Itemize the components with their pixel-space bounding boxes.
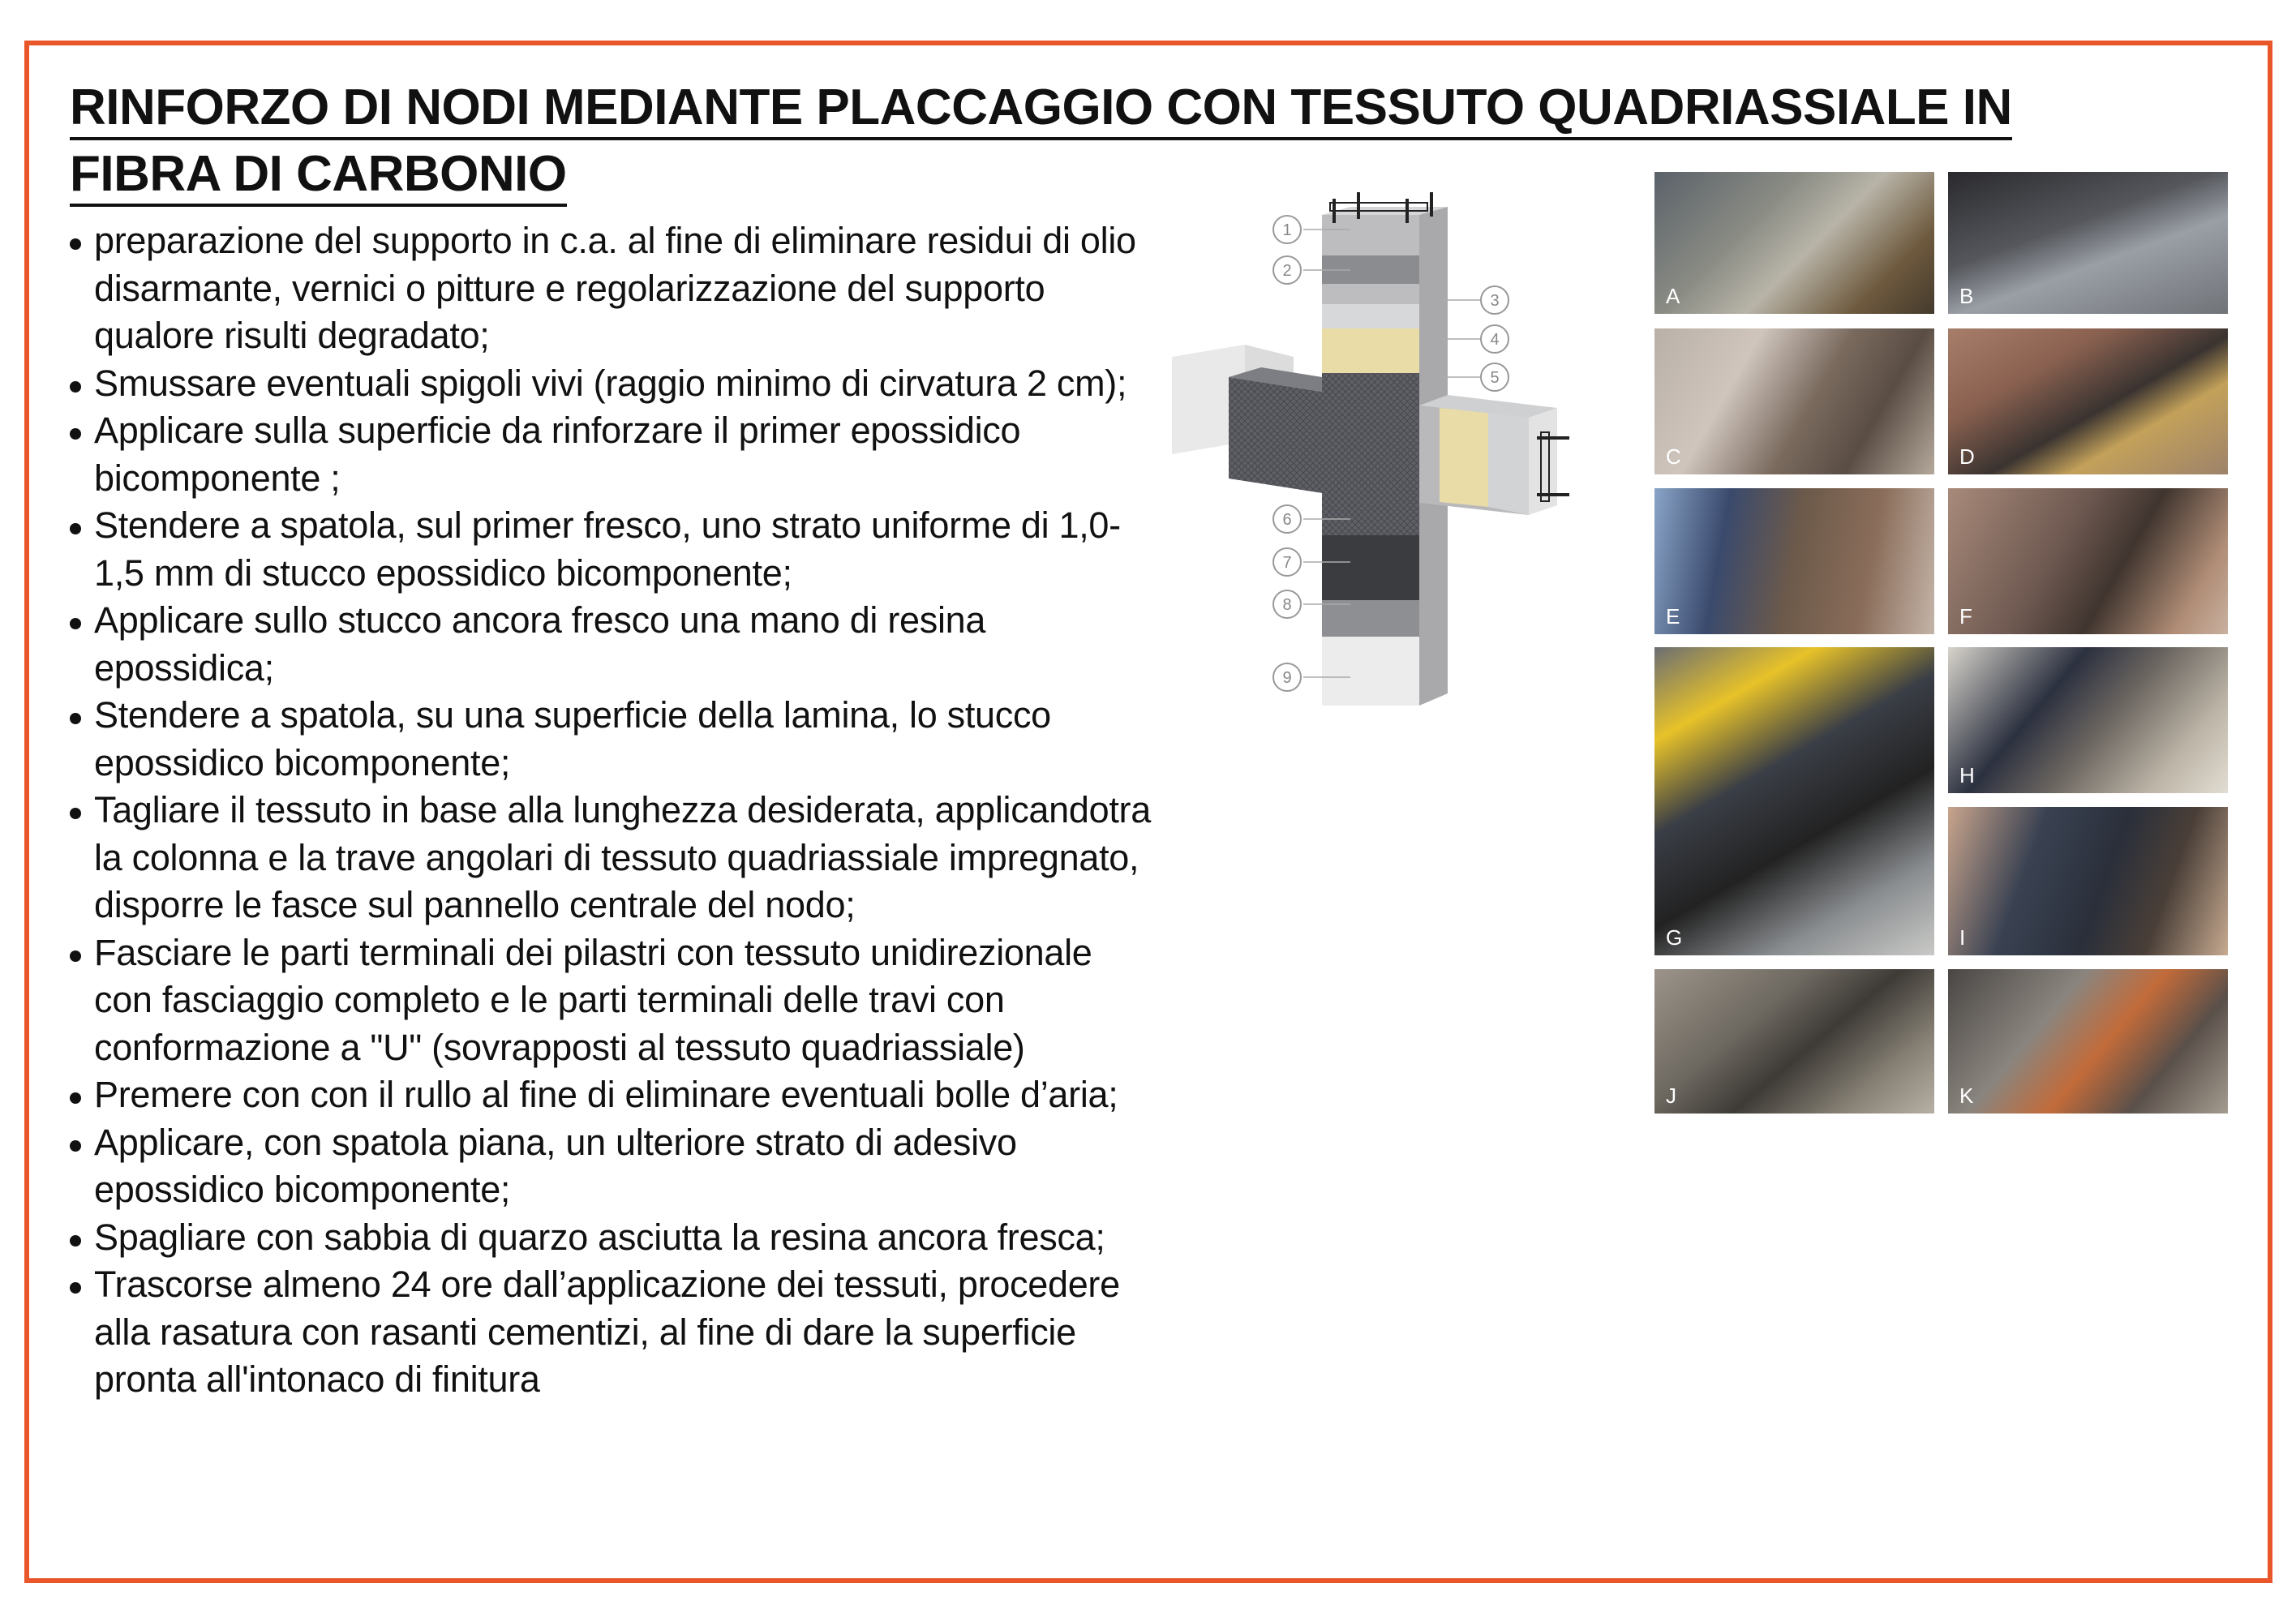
column-beam-node-illustration — [1148, 174, 1650, 726]
photo-e — [1654, 488, 1934, 634]
photo-b — [1948, 172, 2228, 314]
procedure-steps — [68, 217, 1155, 1404]
photo-label: H — [1959, 763, 1975, 787]
photo-label: E — [1666, 604, 1680, 629]
photo-k — [1948, 969, 2228, 1114]
photo-label: G — [1666, 925, 1683, 950]
photo-j — [1654, 969, 1934, 1114]
photo-label: I — [1959, 925, 1966, 950]
callout-9: 9 — [1282, 669, 1292, 687]
step-item: Tagliare il tessuto in base alla lunghezza desiderata, applicandotra la colonna e la trave angolari di tessuto quadriassiale impregnato, disporre le fasce sul pannello centrale del nodo; — [68, 787, 1155, 929]
step-item: Stendere a spatola, sul primer fresco, uno strato uniforme di 1,0-1,5 mm di stucco epossidico bicomponente; — [68, 502, 1155, 597]
callout-5: 5 — [1490, 369, 1500, 387]
photo-c — [1654, 328, 1934, 474]
title-line-1: RINFORZO DI NODI MEDIANTE PLACCAGGIO CON TESSUTO QUADRIASSIALE IN — [70, 79, 2012, 140]
step-item: Spagliare con sabbia di quarzo asciutta la resina ancora fresca; — [68, 1214, 1155, 1262]
step-item: Applicare, con spatola piana, un ulteriore strato di adesivo epossidico bicomponente; — [68, 1119, 1155, 1214]
photo-label: K — [1959, 1083, 1974, 1108]
photo-g — [1654, 647, 1934, 955]
step-item: Trascorse almeno 24 ore dall’applicazione dei tessuti, procedere alla rasatura con rasanti cementizi, al fine di dare la superficie pronta all'intonaco di finitura — [68, 1261, 1155, 1404]
title-line-2: FIBRA DI CARBONIO — [70, 145, 567, 207]
photo-d — [1948, 328, 2228, 474]
callout-1: 1 — [1282, 221, 1292, 239]
photo-f — [1948, 488, 2228, 634]
step-item: Smussare eventuali spigoli vivi (raggio minimo di cirvatura 2 cm); — [68, 360, 1155, 408]
photo-label: C — [1666, 444, 1681, 469]
photo-a — [1654, 172, 1934, 314]
callout-8: 8 — [1282, 596, 1292, 614]
photo-label: J — [1666, 1083, 1676, 1108]
step-item: Premere con con il rullo al fine di eliminare eventuali bolle d’aria; — [68, 1071, 1155, 1119]
step-item: Applicare sulla superficie da rinforzare il primer epossidico bicomponente ; — [68, 407, 1155, 502]
photo-label: F — [1959, 604, 1972, 629]
photo-label: D — [1959, 444, 1975, 469]
callout-3: 3 — [1490, 292, 1500, 310]
step-item: Stendere a spatola, su una superficie della lamina, lo stucco epossidico bicomponente; — [68, 692, 1155, 787]
step-item: Fasciare le parti terminali dei pilastri con tessuto unidirezionale con fasciaggio completo e le parti terminali delle travi con conformazione a "U" (sovrapposti al tessuto quadriassiale) — [68, 929, 1155, 1072]
callout-7: 7 — [1282, 554, 1292, 572]
callout-6: 6 — [1282, 511, 1292, 529]
step-item: Applicare sullo stucco ancora fresco una mano di resina epossidica; — [68, 597, 1155, 692]
step-item: preparazione del supporto in c.a. al fine di eliminare residui di olio disarmante, vernici o pitture e regolarizzazione del supporto qualore risulti degradato; — [68, 217, 1155, 360]
photo-label: B — [1959, 284, 1974, 308]
photo-h — [1948, 647, 2228, 793]
node-layer-diagram — [1148, 174, 1650, 726]
photo-i — [1948, 807, 2228, 955]
photo-label: A — [1666, 284, 1680, 308]
callout-4: 4 — [1490, 331, 1500, 349]
callout-2: 2 — [1282, 262, 1292, 280]
